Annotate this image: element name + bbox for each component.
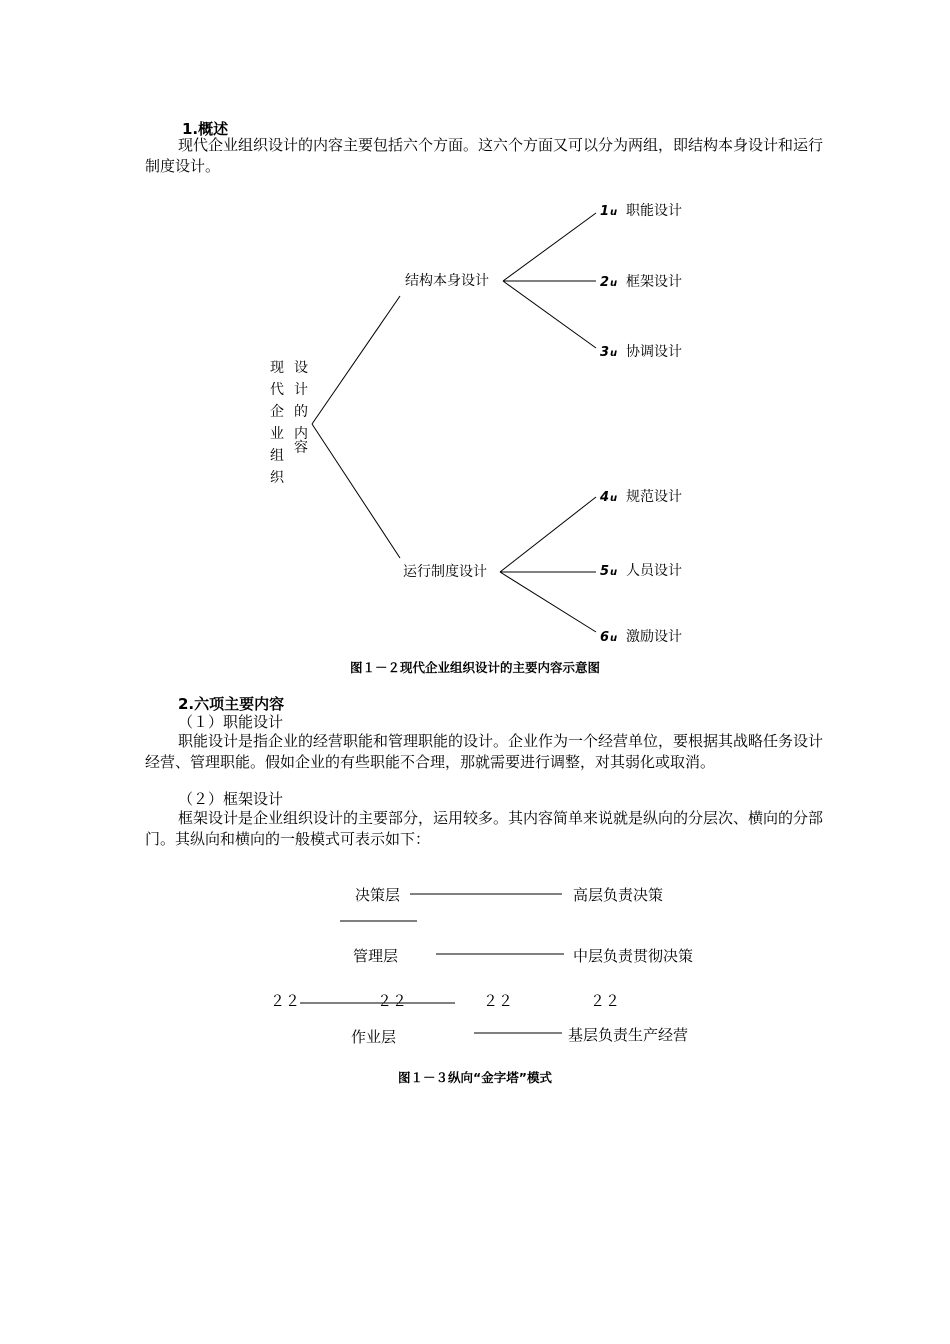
leaf-mark: u bbox=[610, 493, 618, 504]
leaf-label: 人员设计 bbox=[626, 563, 682, 579]
connector-line bbox=[503, 281, 596, 348]
root-char: 内 bbox=[294, 426, 308, 442]
level-description: 中层负责贯彻决策 bbox=[573, 947, 694, 965]
connector-line bbox=[500, 572, 596, 632]
root-char: 的 bbox=[294, 404, 308, 420]
root-text-right bbox=[294, 360, 308, 456]
leaf-number: 2 bbox=[600, 275, 610, 290]
leaf-item bbox=[600, 628, 682, 645]
leaf-number: 6 bbox=[600, 630, 610, 645]
root-text-left bbox=[270, 360, 285, 486]
leaf-number: 1 bbox=[600, 204, 610, 219]
leaf-label: 框架设计 bbox=[626, 274, 682, 290]
root-char: 织 bbox=[270, 470, 284, 486]
branch-top-label: 结构本身设计 bbox=[405, 273, 489, 289]
section1-heading: 1.概述 bbox=[182, 120, 229, 138]
leaf-label: 激励设计 bbox=[626, 629, 682, 645]
root-char: 企 bbox=[270, 404, 284, 420]
mark-text: ２２ bbox=[270, 992, 301, 1010]
leaf-mark: u bbox=[610, 207, 618, 218]
connector-line bbox=[312, 424, 400, 558]
branch-bottom-label: 运行制度设计 bbox=[403, 564, 487, 580]
mark-text: ２２ bbox=[483, 992, 514, 1010]
leaf-item bbox=[600, 343, 682, 360]
connector-line bbox=[312, 296, 400, 424]
subsection-heading: （２）框架设计 bbox=[178, 790, 284, 808]
leaf-mark: u bbox=[610, 633, 618, 644]
section2-paragraph: 框架设计是企业组织设计的主要部分，运用较多。其内容简单来说就是纵向的分层次、横向的分部门。其纵向和横向的一般模式可表示如下： bbox=[145, 809, 824, 848]
leaf-number: 3 bbox=[600, 345, 610, 360]
leaf-item bbox=[600, 202, 682, 219]
root-char: 计 bbox=[294, 382, 308, 398]
level-description: 高层负责决策 bbox=[573, 886, 664, 904]
root-char: 业 bbox=[270, 426, 284, 442]
leaf-mark: u bbox=[610, 567, 618, 578]
leaf-label: 规范设计 bbox=[626, 489, 682, 505]
figure-caption: 图１－３纵向“金字塔”模式 bbox=[398, 1070, 552, 1085]
mark-text: ２２ bbox=[590, 992, 621, 1010]
level-label: 作业层 bbox=[351, 1028, 397, 1046]
mark-text: ２２ bbox=[377, 992, 408, 1010]
leaf-mark: u bbox=[610, 348, 618, 359]
leaf-label: 职能设计 bbox=[626, 203, 682, 219]
subsection-heading: （１）职能设计 bbox=[178, 713, 284, 731]
root-char: 现 bbox=[270, 360, 284, 376]
leaf-item bbox=[600, 273, 682, 290]
section2-paragraph: 职能设计是指企业的经营职能和管理职能的设计。企业作为一个经营单位，要根据其战略任务设计经营、管理职能。假如企业的有些职能不合理，那就需要进行调整，对其弱化或取消。 bbox=[145, 732, 824, 771]
root-char: 设 bbox=[294, 360, 308, 376]
leaf-item bbox=[600, 562, 682, 579]
root-char: 代 bbox=[270, 382, 284, 398]
connector-line bbox=[500, 497, 596, 572]
level-description: 基层负责生产经营 bbox=[568, 1026, 689, 1044]
figure-caption: 图１－２现代企业组织设计的主要内容示意图 bbox=[349, 660, 600, 675]
leaf-item bbox=[599, 488, 682, 505]
pyramid-model-diagram bbox=[0, 860, 950, 1060]
leaf-mark: u bbox=[610, 278, 618, 289]
section1-paragraph: 现代企业组织设计的内容主要包括六个方面。这六个方面又可以分为两组，即结构本身设计和运行制度设计。 bbox=[145, 136, 824, 175]
leaf-number: 4 bbox=[600, 490, 610, 505]
root-char: 容 bbox=[294, 440, 308, 456]
section2-heading: 2.六项主要内容 bbox=[178, 695, 285, 713]
level-label: 管理层 bbox=[353, 947, 399, 965]
leaf-label: 协调设计 bbox=[626, 344, 682, 360]
level-label: 决策层 bbox=[355, 886, 401, 904]
connector-line bbox=[503, 213, 596, 281]
leaf-number: 5 bbox=[600, 564, 610, 579]
root-char: 组 bbox=[270, 448, 284, 464]
